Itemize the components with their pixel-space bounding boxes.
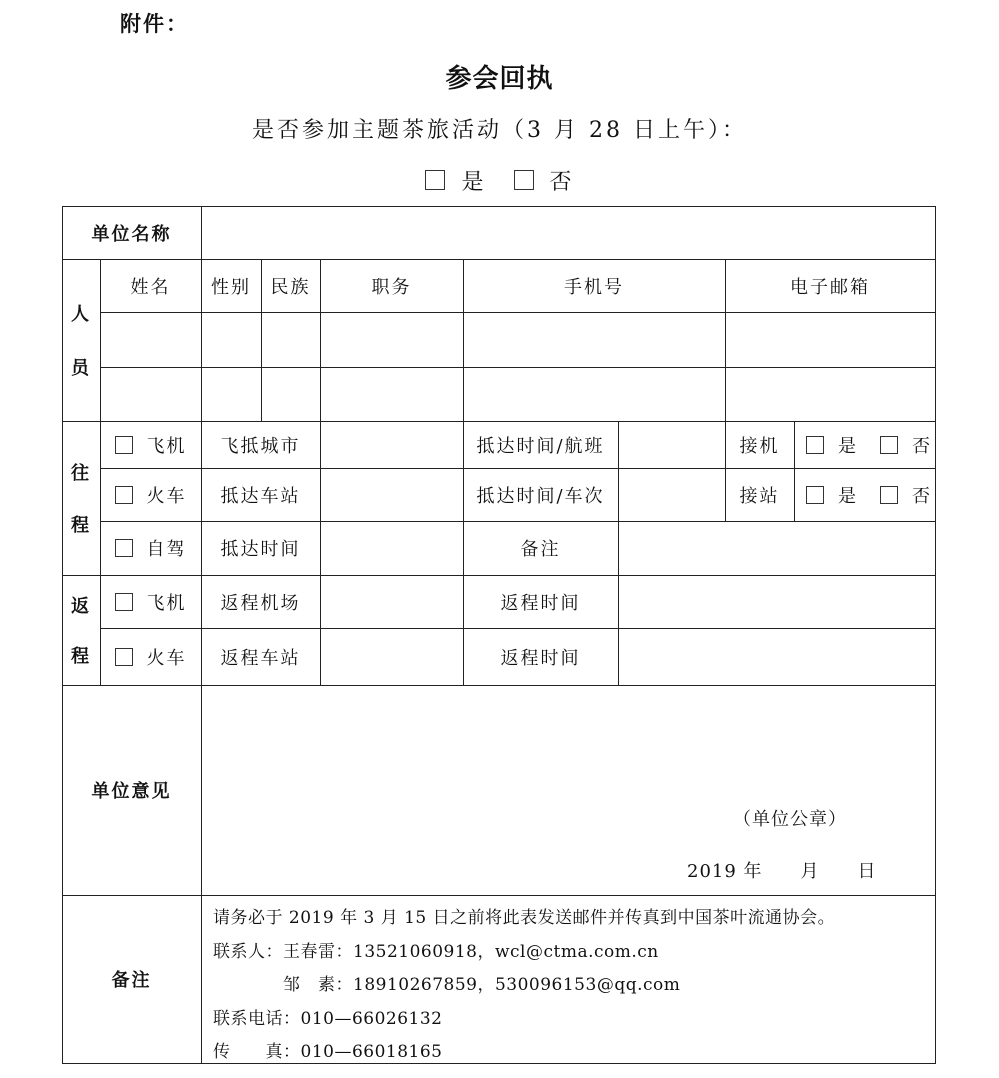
personnel-label-char-1: 人 xyxy=(71,304,91,325)
mode-label: 火车 xyxy=(146,647,187,669)
pickup-no-checkbox[interactable] xyxy=(880,436,898,454)
date-text: 2019 年 月 日 xyxy=(687,861,877,882)
return-time-label: 返程时间 xyxy=(500,592,581,614)
yes-label: 是 xyxy=(838,485,858,507)
mode-label: 飞机 xyxy=(146,435,187,457)
tea-tour-yes-label: 是 xyxy=(461,170,486,195)
remarks-contact-1: 联系人：王春雷：13521060918，wcl@ctma.com.cn xyxy=(213,941,659,962)
unit-opinion-label: 单位意见 xyxy=(91,781,172,802)
remarks-contact-2: 邹 素：18910267859，530096153@qq.com xyxy=(213,975,681,995)
col-divider xyxy=(618,421,619,685)
remarks-phone: 联系电话：010—66026132 xyxy=(213,1008,443,1029)
return-station-label: 返程车站 xyxy=(220,647,301,669)
checkbox-icon[interactable] xyxy=(115,539,133,557)
outbound-train-option[interactable] xyxy=(100,468,201,521)
unit-name-input[interactable] xyxy=(202,207,935,259)
drive-remarks-label: 备注 xyxy=(520,539,561,560)
checkbox-icon[interactable] xyxy=(115,486,133,504)
no-label: 否 xyxy=(912,435,932,457)
arrival-time-flight-label: 抵达时间/航班 xyxy=(476,435,605,457)
personnel-row-2[interactable] xyxy=(101,368,935,421)
tea-tour-question: 是否参加主题茶旅活动（3 月 28 日上午）： xyxy=(252,118,747,143)
table-border-right xyxy=(935,206,936,1063)
header-name: 姓名 xyxy=(130,276,171,298)
page-title: 参会回执 xyxy=(445,64,554,94)
personnel-section-label xyxy=(62,259,100,421)
personnel-label-char-2: 员 xyxy=(71,358,91,379)
remarks-fax: 传 真：010—66018165 xyxy=(213,1042,443,1062)
mode-label: 飞机 xyxy=(146,592,187,614)
checkbox-icon[interactable] xyxy=(115,648,133,666)
unit-name-label: 单位名称 xyxy=(91,223,172,245)
outbound-label-char-1: 往 xyxy=(71,463,91,484)
arrival-city-label: 飞抵城市 xyxy=(220,435,301,457)
header-email: 电子邮箱 xyxy=(790,276,870,298)
station-pickup-options xyxy=(794,468,935,521)
airport-pickup-options xyxy=(794,421,935,468)
header-gender: 性别 xyxy=(211,276,251,298)
outbound-plane-option[interactable] xyxy=(100,421,201,468)
checkbox-icon[interactable] xyxy=(115,436,133,454)
header-ethnicity: 民族 xyxy=(270,276,311,298)
remarks-deadline: 请务必于 2019 年 3 月 15 日之前将此表发送邮件并传真到中国茶叶流通协会。 xyxy=(213,908,836,928)
remarks-content xyxy=(213,902,835,1070)
arrival-time-label: 抵达时间 xyxy=(220,539,301,560)
arrival-time-train-label: 抵达时间/车次 xyxy=(476,485,605,507)
mode-label: 火车 xyxy=(146,485,187,507)
unit-seal-text: （单位公章） xyxy=(733,809,847,830)
pickup-yes-checkbox[interactable] xyxy=(806,436,824,454)
return-section-label xyxy=(62,575,100,685)
airport-pickup-label: 接机 xyxy=(739,435,780,457)
remarks-label: 备注 xyxy=(111,970,152,991)
arrival-station-label: 抵达车站 xyxy=(220,485,301,507)
return-train-option[interactable] xyxy=(100,628,201,685)
pickup-no-checkbox[interactable] xyxy=(880,486,898,504)
return-label-char-2: 程 xyxy=(71,646,91,667)
pickup-yes-checkbox[interactable] xyxy=(806,486,824,504)
attachment-label: 附件： xyxy=(120,12,189,36)
checkbox-icon[interactable] xyxy=(115,593,133,611)
return-time-label: 返程时间 xyxy=(500,647,581,669)
no-label: 否 xyxy=(912,485,932,507)
return-airport-label: 返程机场 xyxy=(220,592,301,614)
return-label-char-1: 返 xyxy=(71,596,91,617)
outbound-label-char-2: 程 xyxy=(71,515,91,536)
yes-label: 是 xyxy=(838,435,858,457)
header-position: 职务 xyxy=(371,276,412,298)
tea-tour-no-label: 否 xyxy=(549,170,574,195)
return-plane-option[interactable] xyxy=(100,575,201,628)
outbound-drive-option[interactable] xyxy=(100,521,201,575)
outbound-section-label xyxy=(62,421,100,575)
mode-label: 自驾 xyxy=(146,539,187,560)
header-mobile: 手机号 xyxy=(564,276,624,298)
station-pickup-label: 接站 xyxy=(739,485,780,507)
personnel-row-1[interactable] xyxy=(101,313,935,367)
